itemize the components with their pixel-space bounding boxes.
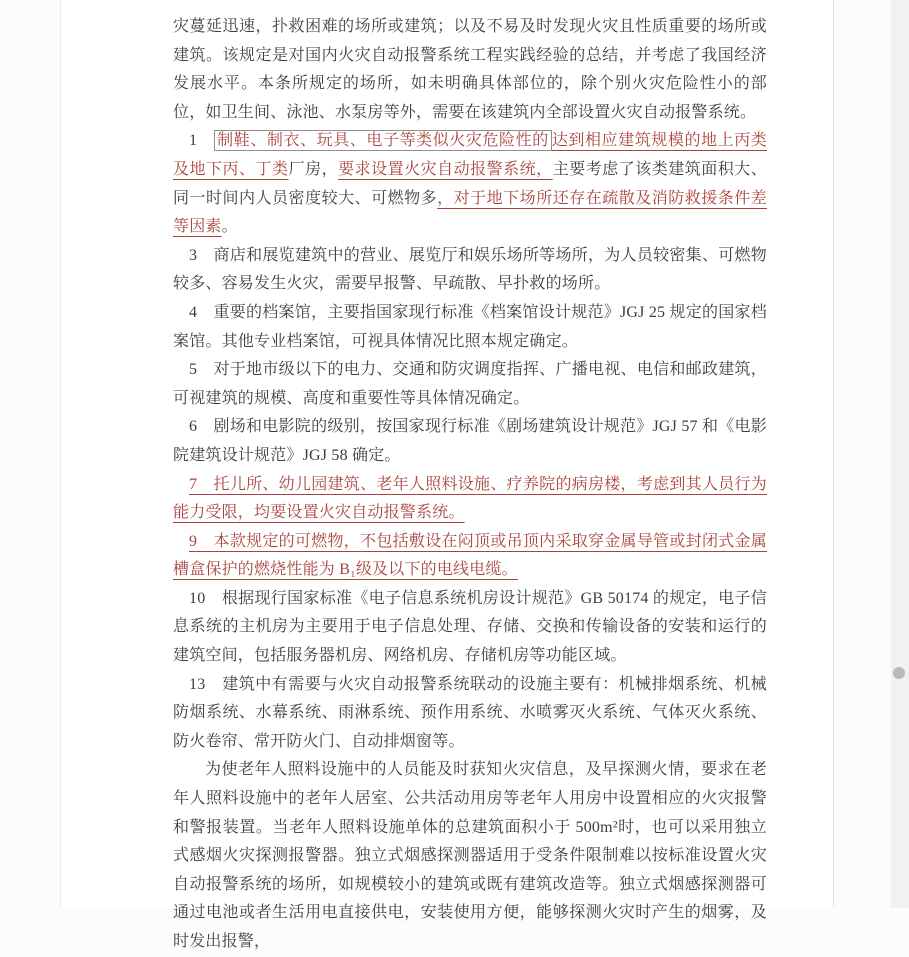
paragraph bbox=[173, 413, 767, 470]
text-run: 。 bbox=[221, 218, 238, 236]
document-body bbox=[173, 13, 767, 957]
text-run: 5 对于地市级以下的电力、交通和防灾调度指挥、广播电视、电信和邮政建筑，可视建筑的规模、高度和重要性等具体情况确定。 bbox=[173, 361, 767, 407]
text-run: 13 建筑中有需要与火灾自动报警系统联动的设施主要有：机械排烟系统、机械防烟系统、水幕系统、雨淋系统、预作用系统、水喷雾灭火系统、气体灭火系统、防火卷帘、常开防火门、自动排烟窗等。 bbox=[173, 675, 767, 750]
text-run: 1 bbox=[189, 132, 215, 150]
paragraph bbox=[173, 356, 767, 413]
text-run: ，对于地下场所还存在疏散及消防救援条件差等因素 bbox=[173, 189, 767, 236]
paragraph bbox=[173, 13, 767, 127]
text-run: 要求设置火灾自动报警系统， bbox=[338, 160, 553, 178]
paragraph bbox=[173, 127, 767, 241]
text-run: 7 托儿所、幼儿园建筑、老年人照料设施、疗养院的病房楼，考虑到其人员行为能力受限，均要设置火灾自动报警系统。 bbox=[173, 475, 767, 522]
text-run: 主要考虑了该类建筑面积大、同一时间内人员密度较大、可燃物多 bbox=[173, 160, 767, 207]
paragraph bbox=[173, 671, 767, 757]
revision-box-text: 制鞋、制衣、玩具、电子等类似火灾危险性的 bbox=[214, 130, 552, 151]
paragraph bbox=[173, 756, 767, 956]
text-run: 厂房， bbox=[288, 160, 339, 178]
text-run: 9 本款规定的可燃物，不包括敷设在闷顶或吊顶内采取穿金属导管或封闭式金属槽盒保护的燃烧性能为 B₁级及以下的电线电缆。 bbox=[173, 532, 767, 579]
text-run: 4 重要的档案馆，主要指国家现行标准《档案馆设计规范》JGJ 25 规定的国家档案馆。其他专业档案馆，可视具体情况比照本规定确定。 bbox=[173, 303, 767, 350]
text-run: 10 根据现行国家标准《电子信息系统机房设计规范》GB 50174 的规定，电子信息系统的主机房为主要用于电子信息处理、存储、交换和传输设备的安装和运行的建筑空间，包括服务器机房、网络机房、存储机房等功能区域。 bbox=[173, 589, 767, 665]
paragraph bbox=[173, 528, 767, 585]
text-run: 3 商店和展览建筑中的营业、展览厅和娱乐场所等场所，为人员较密集、可燃物较多、容易发生火灾，需要早报警、早疏散、早扑救的场所。 bbox=[173, 246, 767, 293]
text-run: 达到相应建筑规模的地上丙类及地下丙、丁类 bbox=[173, 132, 767, 178]
paragraph bbox=[173, 471, 767, 528]
text-run: 灾蔓延迅速，扑救困难的场所或建筑；以及不易及时发现火灾且性质重要的场所或建筑。该规定是对国内火灾自动报警系统工程实践经验的总结，并考虑了我国经济发展水平。本条所规定的场所，如未明确具体部位的，除个别火灾危险性小的部位，如卫生间、泳池、水泵房等外，需要在该建筑内全部设置火灾自动报警系统。 bbox=[173, 18, 767, 121]
paragraph bbox=[173, 242, 767, 299]
document-page bbox=[60, 0, 834, 950]
scroll-indicator-dot[interactable] bbox=[893, 667, 905, 679]
scrollbar-track[interactable] bbox=[891, 0, 909, 908]
text-run: 6 剧场和电影院的级别，按国家现行标准《剧场建筑设计规范》JGJ 57 和《电影院建筑设计规范》JGJ 58 确定。 bbox=[173, 418, 767, 464]
paragraph bbox=[173, 585, 767, 671]
text-run: 为使老年人照料设施中的人员能及时获知火灾信息，及早探测火情，要求在老年人照料设施中的老年人居室、公共活动用房等老年人用房中设置相应的火灾报警和警报装置。当老年人照料设施单体的总建筑面积小于 500m²时，也可以采用独立式感烟火灾探测报警器。独立式烟感探测器适用于受条件限制难以按标准设置火灾自动报警系统的场所，如规模较小的建筑或既有建筑改造等。独立式烟感探测器可通过电池或者生活用电直接供电，安装使用方便，能够探测火灾时产生的烟雾，及时发出报警， bbox=[173, 761, 767, 950]
paragraph bbox=[173, 299, 767, 356]
